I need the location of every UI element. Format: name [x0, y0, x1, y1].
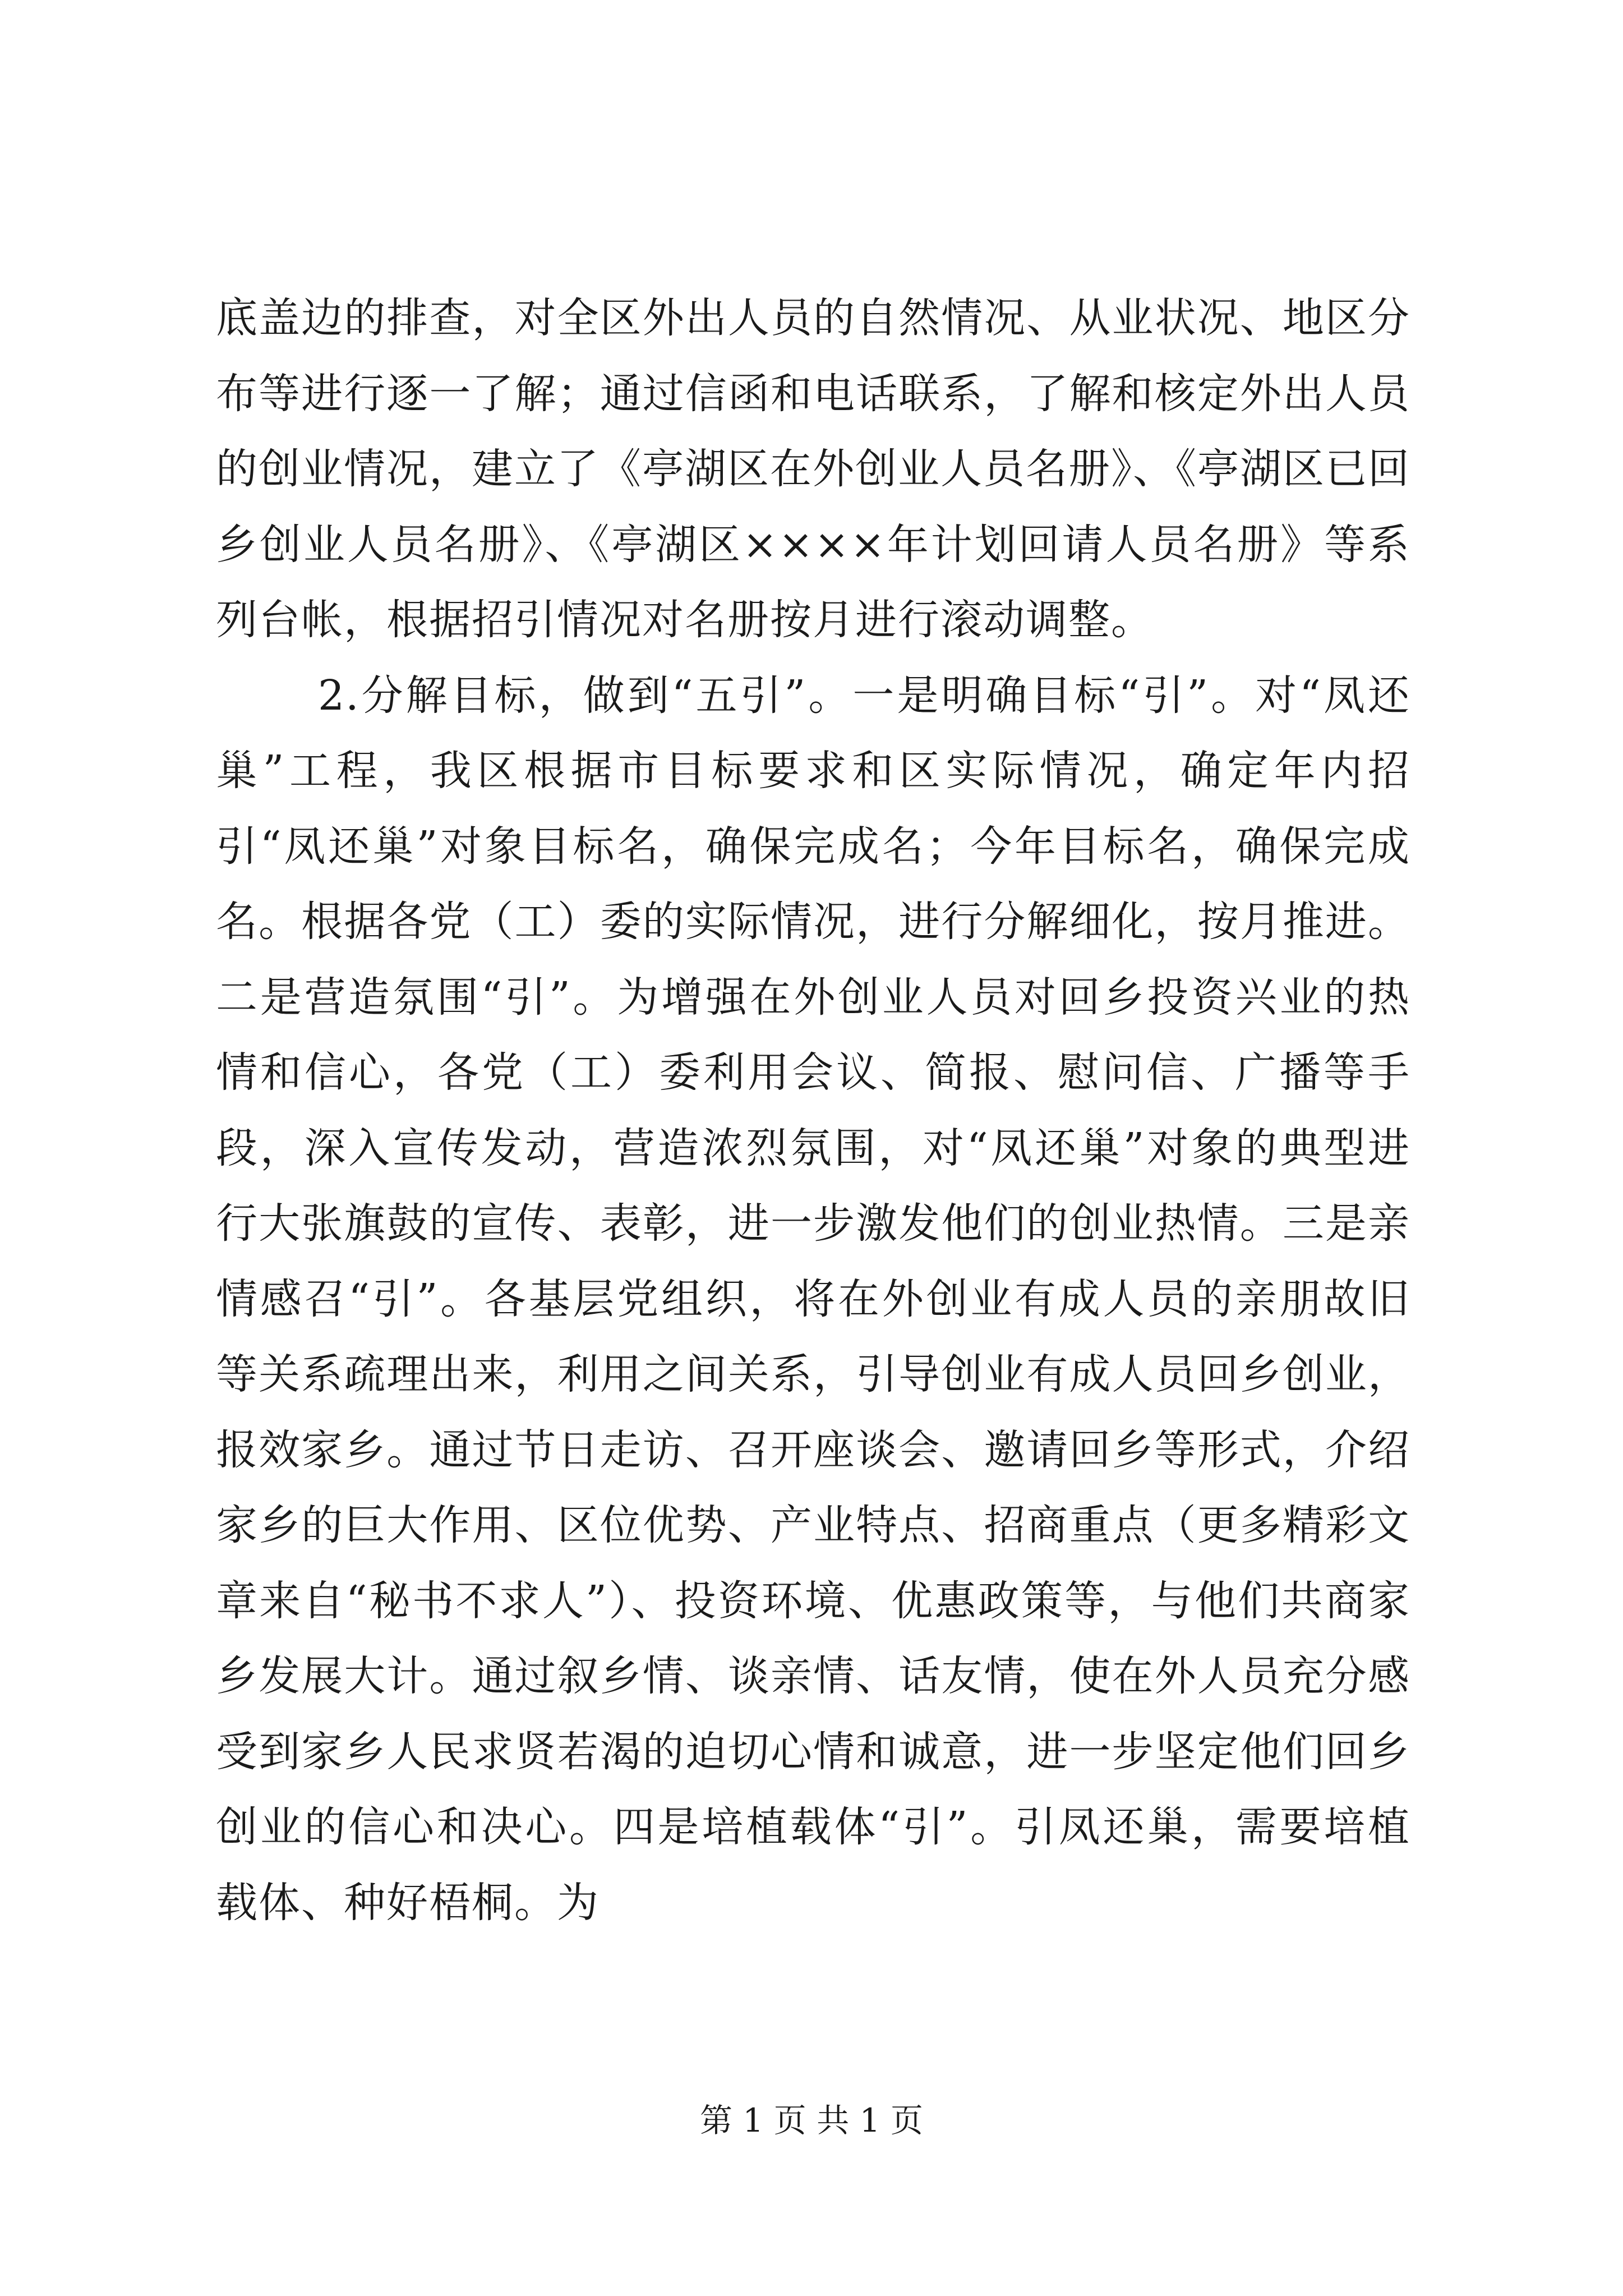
paragraph-2: 2.分解目标，做到“五引”。一是明确目标“引”。对“凤还巢”工程，我区根据市目标要求和区实际情况，确定年内招引“凤还巢”对象目标名，确保完成名；今年目标名，确保完成名。根据各党（工）委的实际情况，进行分解细化，按月推进。二是营造氛围“引”。为增强在外创业人员对回乡投资兴业的热情和信心，各党（工）委利用会议、简报、慰问信、广播等手段，深入宣传发动，营造浓烈氛围，对“凤还巢”对象的典型进行大张旗鼓的宣传、表彰，进一步激发他们的创业热情。三是亲情感召“引”。各基层党组织，将在外创业有成人员的亲朋故旧等关系疏理出来，利用之间关系，引导创业有成人员回乡创业，报效家乡。通过节日走访、召开座谈会、邀请回乡等形式，介绍家乡的巨大作用、区位优势、产业特点、招商重点（更多精彩文章来自“秘书不求人”）、投资环境、优惠政策等，与他们共商家乡发展大计。通过叙乡情、谈亲情、话友情，使在外人员充分感受到家乡人民求贤若渴的迫切心情和诚意，进一步坚定他们回乡创业的信心和决心。四是培植载体“引”。引凤还巢，需要培植载体、种好梧桐。为 — [216, 671, 1410, 1927]
document-body — [216, 280, 1410, 1940]
paragraph-1: 底盖边的排查，对全区外出人员的自然情况、从业状况、地区分布等进行逐一了解；通过信函和电话联系，了解和核定外出人员的创业情况，建立了《亭湖区在外创业人员名册》、《亭湖区已回乡创业人员名册》、《亭湖区××××年计划回请人员名册》等系列台帐，根据招引情况对名册按月进行滚动调整。 — [216, 294, 1410, 644]
page-footer: 第 1 页 共 1 页 — [700, 2101, 923, 2139]
